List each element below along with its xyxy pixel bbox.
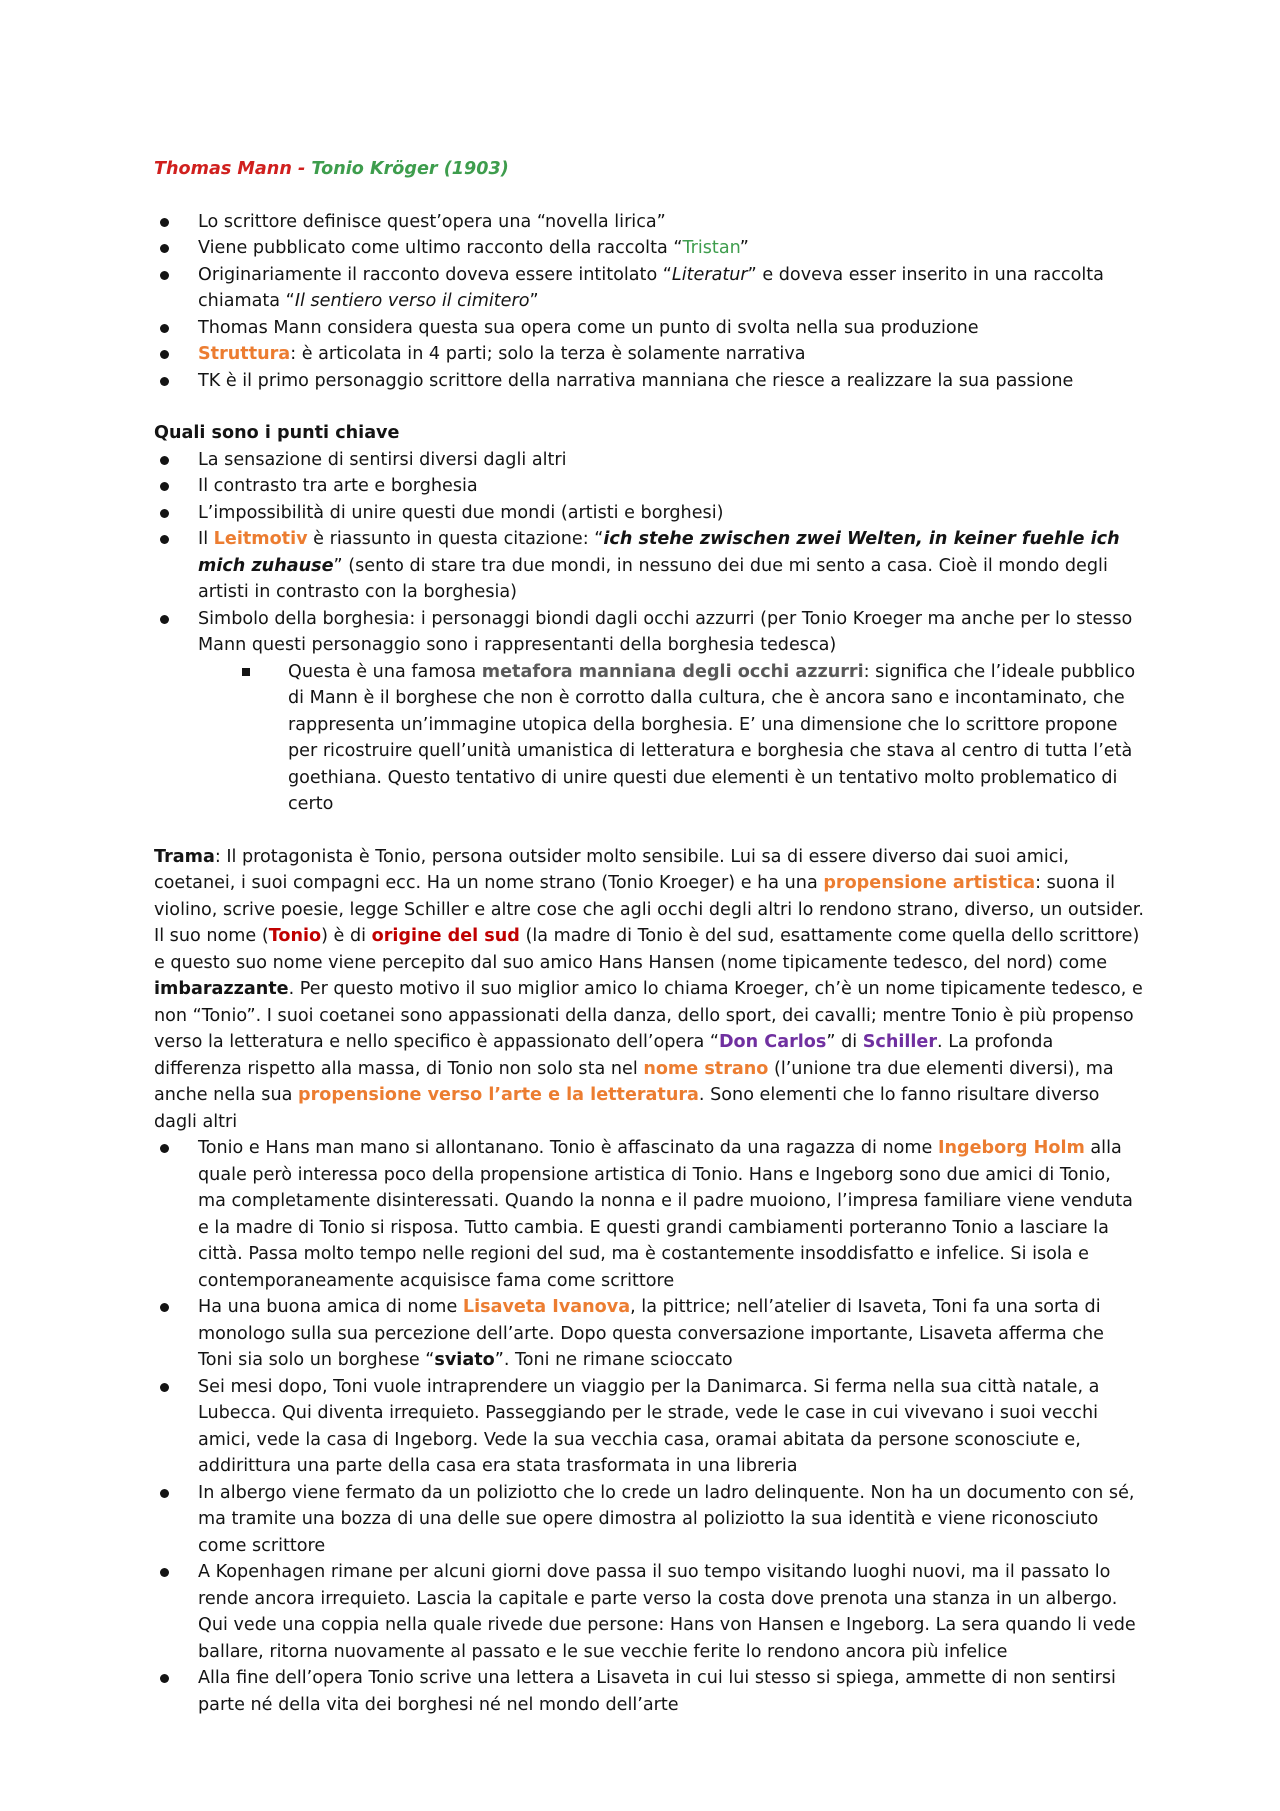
bullet-icon [160,509,169,518]
list-item: La sensazione di sentirsi diversi dagli altri [154,447,1144,474]
bullet-icon [160,1144,169,1153]
intro-list [154,209,1144,395]
document-title [154,156,1144,183]
square-bullet-icon [242,668,250,676]
list-item: Viene pubblicato come ultimo racconto della raccolta “Tristan” [154,235,1144,262]
bullet-icon [160,324,169,333]
bullet-icon [160,456,169,465]
list-item: Originariamente il racconto doveva essere intitolato “Literatur” e doveva esser inserito in una raccolta chiamata “Il sentiero verso il cimitero” [154,262,1144,315]
list-item: Questa è una famosa metafora manniana degli occhi azzurri: significa che l’ideale pubblico di Mann è il borghese che non è corrotto dalla cultura, che è ancora sano e incontaminato, che rappresenta un’immagine utopica della borghesia. E’ una dimensione che lo scrittore propone per ricostruire quell’unità umanistica di letteratura e borghesia che stava al centro di tutta l’età goethiana. Questo tentativo di unire questi due elementi è un tentativo molto problematico di certo [242,659,1144,818]
document-page [154,156,1144,1718]
plot-label: Trama [154,846,215,867]
list-item: Sei mesi dopo, Toni vuole intraprendere un viaggio per la Danimarca. Si ferma nella sua città natale, a Lubecca. Qui diventa irrequieto. Passeggiando per le strade, vede le case in cui vivevano i suoi vecchi amici, vede la casa di Ingeborg. Vede la sua vecchia casa, oramai abitata da persone sconosciute e, addirittura una parte della casa era stata trasformata in una libreria [154,1374,1144,1480]
bullet-icon [160,350,169,359]
key-points-list [154,447,1144,818]
bullet-icon [160,244,169,253]
bullet-icon [160,535,169,544]
list-item: Alla fine dell’opera Tonio scrive una lettera a Lisaveta in cui lui stesso si spiega, ammette di non sentirsi parte né della vita dei borghesi né nel mondo dell’arte [154,1665,1144,1718]
plot-paragraph: Trama: Il protagonista è Tonio, persona outsider molto sensibile. Lui sa di essere diverso dai suoi amici, coetanei, i suoi compagni ecc. Ha un nome strano (Tonio Kroeger) e ha una propensione artistica: suona il violino, scrive poesie, legge Schiller e altre cose che agli occhi degli altri lo rendono strano, diverso, un outsider. Il suo nome (Tonio) è di origine del sud (la madre di Tonio è del sud, esattamente come quella dello scrittore) e questo suo nome viene percepito dal suo amico Hans Hansen (nome tipicamente tedesco, del nord) come imbarazzante. Per questo motivo il suo miglior amico lo chiama Kroeger, ch’è un nome tipicamente tedesco, e non “Tonio”. I suoi coetanei sono appassionati della danza, dello sport, dei cavalli; mentre Tonio è più propenso verso la letteratura e nello specifico è appassionato dell’opera “Don Carlos” di Schiller. La profonda differenza rispetto alla massa, di Tonio non solo sta nel nome strano (l’unione tra due elementi diversi), ma anche nella sua propensione verso l’arte e la letteratura. Sono elementi che lo fanno risultare diverso dagli altri [154,846,1144,1132]
list-item: TK è il primo personaggio scrittore della narrativa manniana che riesce a realizzare la sua passione [154,368,1144,395]
bullet-icon [160,1674,169,1683]
title-author: Thomas Mann - [154,159,312,179]
list-item: Thomas Mann considera questa sua opera come un punto di svolta nella sua produzione [154,315,1144,342]
list-item: L’impossibilità di unire questi due mondi (artisti e borghesi) [154,500,1144,527]
bullet-icon [160,377,169,386]
plot-list [154,1135,1144,1718]
list-item: In albergo viene fermato da un poliziotto che lo crede un ladro delinquente. Non ha un documento con sé, ma tramite una bozza di una delle sue opere dimostra al poliziotto la sua identità e viene riconosciuto come scrittore [154,1480,1144,1560]
list-item: Simbolo della borghesia: i personaggi biondi dagli occhi azzurri (per Tonio Kroeger ma anche per lo stesso Mann questi personaggio sono i rappresentanti della borghesia tedesca) Questa è una famosa metafora manniana degli occhi azzurri: significa che l’ideale pubblico di Mann è il borghese che non è corrotto dalla cultura, che è ancora sano e incontaminato, che rappresenta un’immagine utopica della borghesia. E’ una dimensione che lo scrittore propone per ricostruire quell’unità umanistica di letteratura e borghesia che stava al centro di tutta l’età goethiana. Questo tentativo di unire questi due elementi è un tentativo molto problematico di certo [154,606,1144,818]
list-item: A Kopenhagen rimane per alcuni giorni dove passa il suo tempo visitando luoghi nuovi, ma il passato lo rende ancora irrequieto. Lascia la capitale e parte verso la costa dove prenota una stanza in un albergo. Qui vede una coppia nella quale rivede due persone: Hans von Hansen e Ingeborg. La sera quando li vede ballare, ritorna nuovamente al passato e le sue vecchie ferite lo rendono ancora più infelice [154,1559,1144,1665]
bullet-icon [160,1568,169,1577]
bullet-icon [160,271,169,280]
key-points-heading: Quali sono i punti chiave [154,423,400,443]
list-item: Struttura: è articolata in 4 parti; solo la terza è solamente narrativa [154,341,1144,368]
sub-list [242,659,1144,818]
bullet-icon [160,482,169,491]
list-item: Lo scrittore definisce quest’opera una “novella lirica” [154,209,1144,236]
list-item: Tonio e Hans man mano si allontanano. Tonio è affascinato da una ragazza di nome Ingeborg Holm alla quale però interessa poco della propensione artistica di Tonio. Hans e Ingeborg sono due amici di Tonio, ma completamente disinteressati. Quando la nonna e il padre muoiono, l’impresa familiare viene venduta e la madre di Tonio si risposa. Tutto cambia. E questi grandi cambiamenti porteranno Tonio a lasciare la città. Passa molto tempo nelle regioni del sud, ma è costantemente insoddisfatto e infelice. Si isola e contemporaneamente acquisisce fama come scrittore [154,1135,1144,1294]
bullet-icon [160,1489,169,1498]
bullet-icon [160,615,169,624]
bullet-icon [160,1383,169,1392]
list-item: Il contrasto tra arte e borghesia [154,473,1144,500]
list-item: Il Leitmotiv è riassunto in questa citazione: “ich stehe zwischen zwei Welten, in keiner fuehle ich mich zuhause” (sento di stare tra due mondi, in nessuno dei due mi sento a casa. Cioè il mondo degli artisti in contrasto con la borghesia) [154,526,1144,606]
bullet-icon [160,218,169,227]
title-work: Tonio Kröger (1903) [311,159,509,179]
bullet-icon [160,1303,169,1312]
list-item: Ha una buona amica di nome Lisaveta Ivanova, la pittrice; nell’atelier di Isaveta, Toni fa una sorta di monologo sulla sua percezione dell’arte. Dopo questa conversazione importante, Lisaveta afferma che Toni sia solo un borghese “sviato”. Toni ne rimane scioccato [154,1294,1144,1374]
